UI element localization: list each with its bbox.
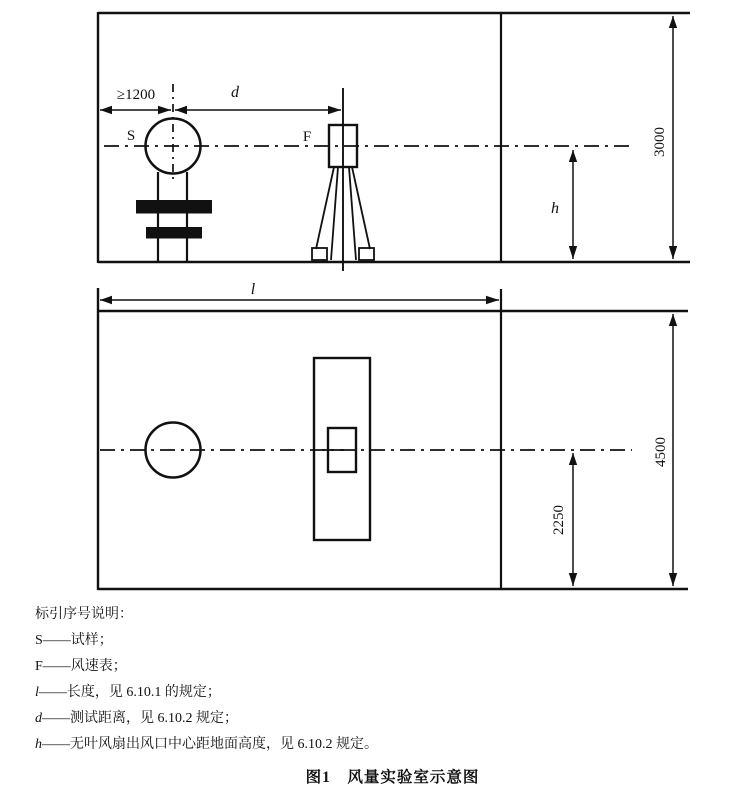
legend-item-anemometer	[35, 654, 378, 680]
dim-label-room-length: l	[250, 281, 256, 298]
legend-desc: 试样；	[70, 633, 113, 648]
dim-label-test-distance: d	[231, 84, 239, 101]
legend-heading: 标引序号说明：	[35, 607, 133, 622]
legend	[35, 602, 378, 758]
anemometer-label: F	[302, 129, 312, 145]
tripod-left-foot	[312, 248, 327, 260]
legend-desc: 风速表；	[70, 659, 127, 674]
legend-desc: 测试距离，见 6.10.2 规定；	[70, 711, 238, 726]
legend-item-length	[35, 680, 378, 706]
dim-label-room-height: 3000	[652, 127, 668, 157]
legend-dash: ——	[42, 659, 71, 674]
legend-dash: ——	[42, 633, 71, 648]
elevation-view	[98, 12, 690, 271]
legend-dash: ——	[42, 711, 70, 726]
dim-label-room-width: 4500	[653, 437, 669, 467]
figure-caption: 图1 风量实验室示意图	[305, 769, 480, 786]
legend-desc: 无叶风扇出风口中心距地面高度，见 6.10.2 规定。	[70, 737, 378, 752]
legend-symbol: S	[35, 633, 43, 648]
legend-symbol: l	[35, 685, 39, 700]
fan-base-weight-upper	[136, 200, 212, 214]
tripod-inner-left-leg	[331, 167, 338, 260]
legend-desc: 长度，见 6.10.1 的规定；	[66, 685, 221, 700]
legend-item-specimen	[35, 628, 378, 654]
legend-symbol: h	[35, 737, 42, 752]
dim-label-min-wall-distance: ≥1200	[116, 87, 156, 103]
dim-label-centerline-offset: 2250	[551, 505, 567, 535]
fan-base-weight-lower	[146, 227, 202, 239]
legend-item-distance	[35, 706, 378, 732]
legend-dash: ——	[38, 685, 67, 700]
tripod-outer-left-leg	[316, 167, 334, 249]
legend-dash: ——	[42, 737, 70, 752]
dim-label-outlet-height: h	[551, 200, 559, 217]
plan-view	[98, 281, 688, 590]
tripod-right-foot	[359, 248, 374, 260]
anemometer-plan-outer-rect	[314, 358, 370, 540]
specimen-label: S	[126, 128, 136, 144]
legend-symbol: F	[35, 659, 43, 674]
legend-symbol: d	[35, 711, 42, 726]
legend-item-outlet-height	[35, 732, 378, 758]
